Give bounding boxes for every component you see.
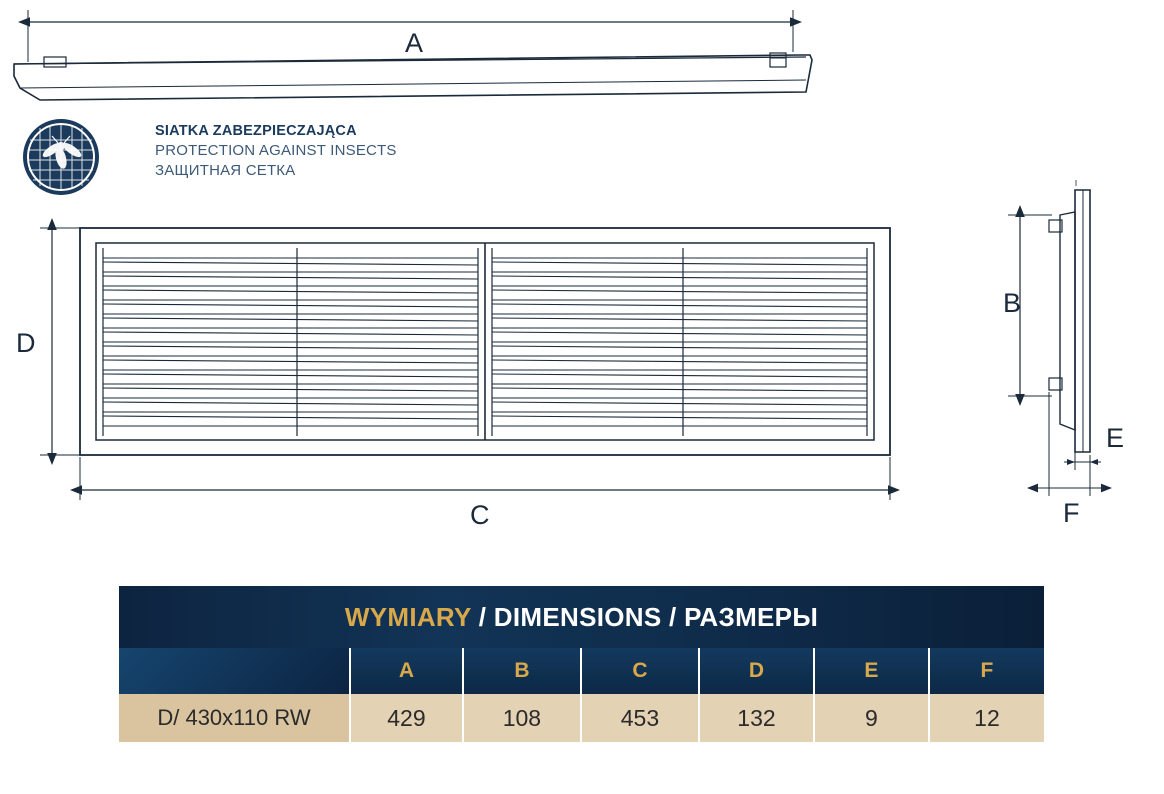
table-header-f: F <box>929 648 1044 694</box>
table-cell-b: 108 <box>463 694 581 742</box>
net-note-line-en: PROTECTION AGAINST INSECTS <box>155 142 397 160</box>
table-title-sep-1: / <box>471 601 494 632</box>
table-title-ru: РАЗМЕРЫ <box>684 601 819 632</box>
table-cell-e: 9 <box>814 694 929 742</box>
side-view-group <box>1008 180 1101 496</box>
dimension-label-c: C <box>470 500 490 530</box>
protection-net-note <box>155 122 397 181</box>
table-title-sep-2: / <box>661 601 685 632</box>
table-cell-d: 132 <box>699 694 814 742</box>
table-title-en: DIMENSIONS <box>493 601 662 632</box>
table-cell-a: 429 <box>350 694 463 742</box>
table-title-pl: WYMIARY <box>344 601 472 632</box>
table-title <box>345 602 818 632</box>
dimension-label-b: B <box>1003 288 1022 318</box>
table-cell-f: 12 <box>929 694 1044 742</box>
dimension-label-a: A <box>405 28 424 58</box>
dimension-label-e: E <box>1106 423 1125 453</box>
dimensions-table-wrapper <box>119 586 1044 742</box>
table-cell-model: D/ 430x110 RW <box>119 694 350 742</box>
table-header-c: C <box>581 648 699 694</box>
dimension-label-f: F <box>1063 498 1080 528</box>
dimension-label-d: D <box>16 328 36 358</box>
table-header-model <box>119 648 350 694</box>
table-title-row <box>119 586 1044 648</box>
table-row <box>119 694 1044 742</box>
table-header-row <box>119 648 1044 694</box>
table-cell-c: 453 <box>581 694 699 742</box>
table-header-a: A <box>350 648 463 694</box>
net-note-line-ru: ЗАЩИТНАЯ СЕТКА <box>155 162 296 180</box>
insect-net-icon-graphic <box>23 119 99 195</box>
table-header-e: E <box>814 648 929 694</box>
net-note-line-pl: SIATKA ZABEZPIECZAJĄCA <box>155 123 357 139</box>
table-title-cell <box>119 586 1044 648</box>
front-view-group <box>40 228 890 500</box>
dimensions-table <box>119 586 1044 742</box>
table-header-b: B <box>463 648 581 694</box>
table-header-d: D <box>699 648 814 694</box>
